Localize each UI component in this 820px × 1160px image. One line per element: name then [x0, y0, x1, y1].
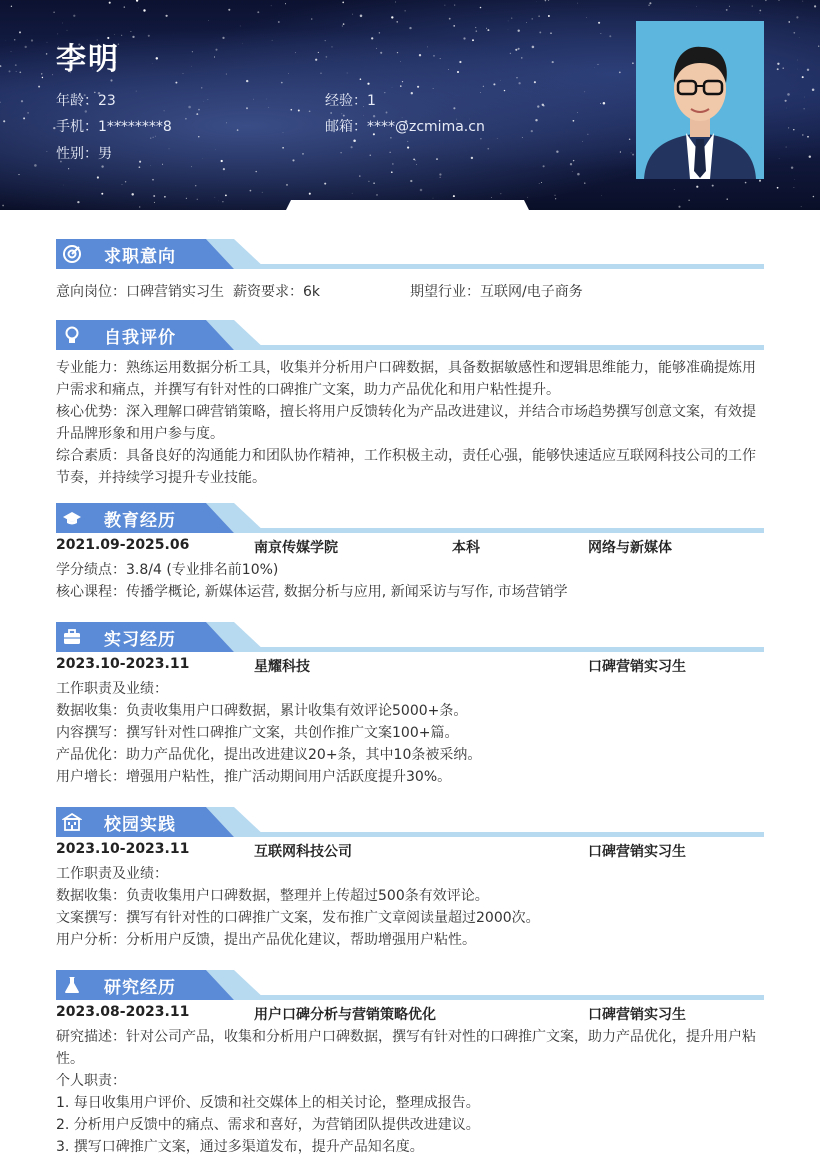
lightbulb-icon: [62, 325, 82, 345]
candidate-name: 李明: [56, 42, 120, 77]
phone-label: 手机：: [56, 119, 98, 135]
list-item: 数据收集：负责收集用户口碑数据，整理并上传超过500条有效评论。: [56, 888, 489, 904]
section-education: [56, 503, 764, 603]
phone-field: [56, 116, 172, 136]
job-role: 口碑营销实习生: [588, 659, 686, 675]
section-internship: [56, 622, 764, 788]
section-job-intent: [56, 239, 764, 305]
list-item: 3. 撰写口碑推广文案，通过多渠道发布，提升产品知名度。: [56, 1139, 424, 1155]
email-value: ****@zcmima.cn: [367, 119, 485, 135]
internship-row: [56, 654, 764, 678]
briefcase-icon: [62, 627, 82, 647]
section-title: 实习经历: [104, 630, 176, 650]
section-research: [56, 970, 764, 1158]
industry-field: 期望行业：互联网/电子商务: [410, 284, 583, 300]
section-header: [56, 622, 764, 654]
school-name: 南京传媒学院: [254, 540, 338, 556]
flask-icon: [62, 975, 82, 995]
job-role: 口碑营销实习生: [588, 844, 686, 860]
research-date: 2023.08-2023.11: [56, 1004, 190, 1020]
company-name: 星耀科技: [254, 659, 310, 675]
section-campus-practice: [56, 807, 764, 951]
phone-value: 1********8: [98, 119, 172, 135]
age-label: 年龄：: [56, 93, 98, 109]
list-item: 用户增长：增强用户粘性，推广活动期间用户活跃度提升30%。: [56, 769, 452, 785]
section-title: 教育经历: [104, 511, 176, 531]
education-date: 2021.09-2025.06: [56, 537, 190, 553]
list-item: 工作职责及业绩：: [56, 866, 168, 882]
courses-line: 核心课程：传播学概论, 新媒体运营, 数据分析与应用, 新闻采访与写作, 市场营销学: [56, 584, 568, 600]
section-header: [56, 503, 764, 535]
education-row: [56, 535, 764, 559]
experience-label: 经验：: [325, 93, 367, 109]
section-header: [56, 807, 764, 839]
list-item: 产品优化：助力产品优化，提出改进建议20+条，其中10条被采纳。: [56, 747, 482, 763]
resume-header: [0, 0, 820, 210]
self-eval-paragraph: 专业能力：熟练运用数据分析工具，收集并分析用户口碑数据，具备数据敏感性和逻辑思维能力，能够准确提炼用户需求和痛点，并撰写有针对性的口碑推广文案，助力产品优化和用户粘性提升。: [56, 360, 756, 398]
header-notch: [285, 200, 530, 210]
self-eval-paragraph: 核心优势：深入理解口碑营销策略，擅长将用户反馈转化为产品改进建议，并结合市场趋势撰写创意文案，有效提升品牌形象和用户参与度。: [56, 404, 756, 442]
job-role: 口碑营销实习生: [588, 1007, 686, 1023]
section-header: [56, 320, 764, 352]
age-field: [56, 90, 116, 110]
section-header: [56, 970, 764, 1002]
section-title: 求职意向: [104, 247, 176, 267]
gender-label: 性别：: [56, 146, 98, 162]
age-value: 23: [98, 93, 116, 109]
experience-value: 1: [367, 93, 376, 109]
list-item: 数据收集：负责收集用户口碑数据，累计收集有效评论5000+条。: [56, 703, 468, 719]
list-item: 工作职责及业绩：: [56, 681, 168, 697]
graduation-cap-icon: [62, 508, 82, 528]
campus-date: 2023.10-2023.11: [56, 841, 190, 857]
email-field: [325, 116, 485, 136]
section-title: 自我评价: [104, 328, 176, 348]
section-self-evaluation: [56, 320, 764, 489]
degree: 本科: [452, 540, 480, 556]
section-header: [56, 239, 764, 271]
list-item: 1. 每日收集用户评价、反馈和社交媒体上的相关讨论，整理成报告。: [56, 1095, 480, 1111]
self-eval-paragraph: 综合素质：具备良好的沟通能力和团队协作精神，工作积极主动，责任心强，能够快速适应互联网科技公司的工作节奏，并持续学习提升专业技能。: [56, 448, 756, 486]
position-field: 意向岗位：口碑营销实习生: [56, 284, 224, 300]
list-item: 文案撰写：撰写有针对性的口碑推广文案，发布推广文章阅读量超过2000次。: [56, 910, 540, 926]
experience-field: [325, 90, 376, 110]
organization-name: 互联网科技公司: [254, 844, 352, 860]
project-name: 用户口碑分析与营销策略优化: [254, 1007, 436, 1023]
building-icon: [62, 812, 82, 832]
section-title: 研究经历: [104, 978, 176, 998]
profile-photo: [636, 21, 764, 179]
email-label: 邮箱：: [325, 119, 367, 135]
list-item: 2. 分析用户反馈中的痛点、需求和喜好，为营销团队提供改进建议。: [56, 1117, 480, 1133]
research-description: 研究描述：针对公司产品，收集和分析用户口碑数据，撰写有针对性的口碑推广文案，助力产品优化，提升用户粘性。: [56, 1029, 756, 1067]
target-icon: [62, 244, 82, 264]
major: 网络与新媒体: [588, 540, 672, 556]
campus-row: [56, 839, 764, 863]
list-item: 内容撰写：撰写针对性口碑推广文案，共创作推广文案100+篇。: [56, 725, 459, 741]
gender-field: [56, 143, 112, 163]
internship-date: 2023.10-2023.11: [56, 656, 190, 672]
gender-value: 男: [98, 146, 112, 162]
research-row: [56, 1002, 764, 1026]
list-item: 个人职责：: [56, 1073, 126, 1089]
gpa-line: 学分绩点：3.8/4 (专业排名前10%): [56, 562, 279, 578]
section-title: 校园实践: [104, 815, 176, 835]
list-item: 用户分析：分析用户反馈，提出产品优化建议，帮助增强用户粘性。: [56, 932, 476, 948]
salary-field: 薪资要求：6k: [233, 284, 321, 300]
